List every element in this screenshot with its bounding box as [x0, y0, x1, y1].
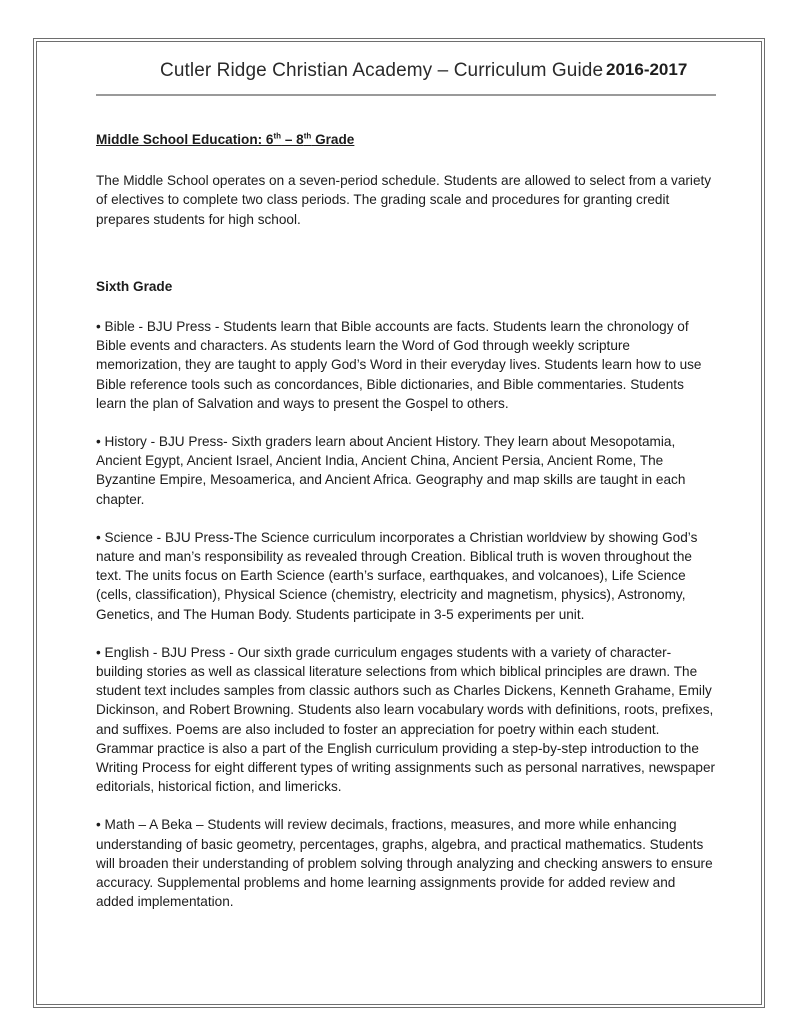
item-text: History - BJU Press- Sixth graders learn about Ancient History. They learn about Mesopotamia, Ancient Egypt, Ancient Israel, Ancient India, Ancient China, Ancient Persia, Ancient Rome, The Byzantine Empire, Mesoamerica, and Ancient Africa. Geography and map skills are taught in each chapter. — [96, 434, 686, 507]
intro-paragraph: The Middle School operates on a seven-period schedule. Students are allowed to select from a variety of electives to complete two class periods. The grading scale and procedures for granting credit prepares students for high school. — [96, 173, 712, 227]
section-title-text-1: Middle School Education: 6 — [96, 132, 274, 147]
grade-heading: Sixth Grade — [96, 278, 173, 294]
item-text: English - BJU Press - Our sixth grade curriculum engages students with a variety of character-building stories as well as classical literature selections from which biblical principles are drawn. The student text includes samples from classic authors such as Charles Dickens, Kenneth Grahame, Emily Dickinson, and Robert Browning. Students also learn vocabulary words with definitions, roots, prefixes, and suffixes. Poems are also included to foster an appreciation for poetry within each student. Grammar practice is also a part of the English curriculum providing a step-by-step introduction to the Writing Process for eight different types of writing assignments such as personal narratives, newspaper editorials, historical fiction, and limericks. — [96, 644, 716, 795]
bullet-icon: • — [96, 644, 101, 660]
section-title-text-3: Grade — [311, 132, 355, 147]
bullet-icon: • — [96, 817, 101, 833]
curriculum-item-math — [96, 815, 716, 911]
bullet-icon: • — [96, 529, 101, 545]
bullet-icon: • — [96, 434, 101, 450]
curriculum-item-history — [96, 432, 716, 509]
bullet-icon: • — [96, 319, 101, 335]
curriculum-item-bible — [96, 317, 716, 413]
section-title — [96, 130, 716, 149]
header-title: Cutler Ridge Christian Academy – Curriculum Guide — [160, 60, 604, 81]
section-title-sup-1: th — [273, 131, 282, 141]
item-text: Bible - BJU Press - Students learn that Bible accounts are facts. Students learn the chronology of Bible events and characters. As students learn the Word of God through weekly scripture memorization, they are taught to apply God’s Word in their everyday lives. Students learn how to use Bible reference tools such as concordances, Bible dictionaries, and Bible commentaries. Students learn the plan of Salvation and ways to present the Gospel to others. — [96, 319, 702, 411]
curriculum-item-english — [96, 643, 716, 797]
section-title-text-2: – 8 — [281, 132, 304, 147]
document-body — [96, 130, 716, 931]
section-title-sup-2: th — [303, 131, 312, 141]
curriculum-item-science — [96, 528, 716, 624]
header-year: 2016-2017 — [606, 60, 688, 79]
item-text: Science - BJU Press-The Science curriculum incorporates a Christian worldview by showing God’s nature and man’s responsibility as revealed through Creation. Biblical truth is woven throughout the text. The units focus on Earth Science (earth’s surface, earthquakes, and volcanoes), Life Science (cells, classification), Physical Science (chemistry, electricity and magnetism, physics), Astronomy, Genetics, and The Human Body. Students participate in 3-5 experiments per unit. — [96, 529, 698, 622]
page-header — [96, 60, 716, 96]
item-text: Math – A Beka – Students will review decimals, fractions, measures, and more while enhancing understanding of basic geometry, percentages, graphs, algebra, and practical mathematics. Students will broaden their understanding of problem solving through analyzing and checking answers to ensure accuracy. Supplemental problems and home learning assignments provide for added review and added implementation. — [96, 817, 713, 910]
